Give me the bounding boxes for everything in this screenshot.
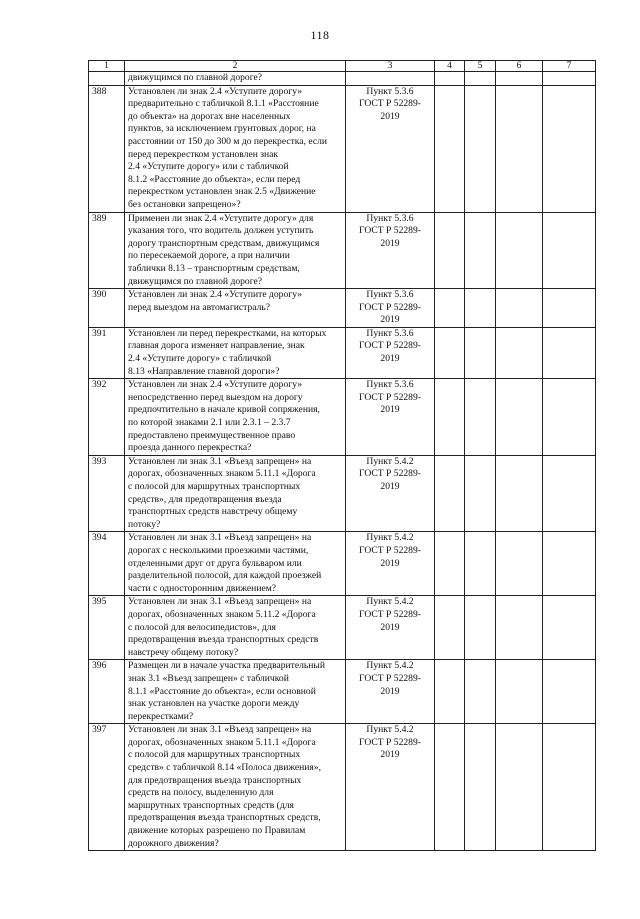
question-line: предпочтительно в начале кривой сопряжения, (128, 404, 320, 416)
question-cell (125, 660, 346, 724)
empty-cell (496, 596, 543, 660)
reference-cell (346, 596, 435, 660)
empty-cell (435, 72, 465, 86)
empty-cell (465, 596, 496, 660)
empty-cell (543, 85, 596, 212)
reference-cell (346, 327, 435, 378)
table-row (89, 596, 596, 660)
question-cell (125, 724, 346, 851)
question-cell (125, 455, 346, 532)
question-line: дорогах, обозначенных знаком 5.11.2 «Дорога (128, 608, 316, 620)
empty-cell (435, 724, 465, 851)
reference-line: Пункт 5.3.6 (366, 212, 414, 224)
empty-cell (465, 660, 496, 724)
question-line: с полосой для маршрутных транспортных (128, 481, 301, 492)
reference-line: 2019 (380, 404, 400, 416)
reference-line: Пункт 5.3.6 (366, 327, 414, 339)
reference-line: 2019 (380, 685, 400, 697)
question-line: части с односторонним движением? (128, 582, 277, 594)
reference-line: ГОСТ Р 52289- (359, 98, 421, 110)
reference-line: Пункт 5.3.6 (366, 85, 414, 97)
question-line: перекрестком установлен знак 2.5 «Движение (128, 186, 316, 198)
empty-cell (543, 455, 596, 532)
question-cell (125, 327, 346, 378)
empty-cell (496, 379, 543, 456)
question-line: по пересекаемой дороге, а при наличии (128, 250, 290, 262)
question-line: Применен ли знак 2.4 «Уступите дорогу» для (128, 212, 314, 224)
table-row (89, 327, 596, 378)
question-line: проезда данного перекрестка? (128, 442, 252, 454)
empty-cell (465, 327, 496, 378)
empty-cell (465, 532, 496, 596)
continuation-num-cell (89, 72, 125, 86)
question-cell (125, 596, 346, 660)
reference-line: ГОСТ Р 52289- (359, 301, 421, 313)
empty-cell (496, 72, 543, 86)
empty-cell (435, 85, 465, 212)
reference-line: Пункт 5.3.6 (366, 289, 414, 301)
reference-line: 2019 (380, 110, 400, 122)
continuation-text: движущимся по главной дороге? (125, 72, 346, 86)
reference-line: 2019 (380, 237, 400, 249)
empty-cell (496, 455, 543, 532)
question-line: главная дорога изменяет направление, знак (128, 340, 305, 352)
reference-line: 2019 (380, 481, 400, 492)
question-line: Установлен ли знак 2.4 «Уступите дорогу» (128, 379, 303, 391)
question-line: Установлен ли знак 3.1 «Въезд запрещен» на (128, 724, 312, 736)
question-cell (125, 379, 346, 456)
empty-cell (435, 289, 465, 328)
reference-cell (346, 379, 435, 456)
reference-line: Пункт 5.4.2 (366, 455, 414, 467)
empty-cell (435, 212, 465, 289)
table-row (89, 455, 596, 532)
empty-cell (465, 724, 496, 851)
table-row (89, 532, 596, 596)
question-line: расстоянии от 150 до 300 м до перекрестка, если (128, 135, 328, 147)
reference-cell (346, 455, 435, 532)
question-line: дорогах с несколькими проезжими частями, (128, 544, 309, 556)
question-line: дорогу транспортным средствам, движущимся (128, 237, 320, 249)
question-line: для предотвращения въезда транспортных (128, 774, 302, 786)
row-number: 392 (89, 379, 125, 456)
reference-cell (346, 289, 435, 328)
empty-cell (496, 289, 543, 328)
page-number: 118 (310, 28, 330, 42)
column-header-1: 1 (89, 61, 125, 72)
checklist-table (88, 60, 596, 851)
reference-line: ГОСТ Р 52289- (359, 468, 421, 480)
reference-line: Пункт 5.4.2 (366, 596, 414, 608)
reference-cell (346, 724, 435, 851)
question-line: потоку? (128, 518, 161, 530)
table-row (89, 212, 596, 289)
empty-cell (435, 455, 465, 532)
empty-cell (465, 72, 496, 86)
empty-cell (465, 85, 496, 212)
empty-cell (543, 596, 596, 660)
question-line: предотвращения въезда транспортных средств (128, 634, 319, 646)
empty-cell (465, 212, 496, 289)
empty-cell (543, 289, 596, 328)
reference-line: Пункт 5.4.2 (366, 532, 414, 544)
table-row (89, 724, 596, 851)
question-line: средств» с табличкой 8.14 «Полоса движения», (128, 762, 321, 774)
row-number: 395 (89, 596, 125, 660)
reference-line: Пункт 5.4.2 (366, 724, 414, 736)
question-line: Установлен ли знак 3.1 «Въезд запрещен» на (128, 455, 312, 467)
column-header-7: 7 (543, 61, 596, 72)
question-line: перед перекрестком установлен знак (128, 148, 279, 160)
empty-cell (465, 289, 496, 328)
reference-line: 2019 (380, 557, 400, 569)
empty-cell (496, 660, 543, 724)
question-cell (125, 85, 346, 212)
row-number: 394 (89, 532, 125, 596)
question-line: таблички 8.13 – транспортным средствам, (128, 262, 300, 274)
question-line: Установлен ли знак 2.4 «Уступите дорогу» (128, 289, 303, 301)
question-line: по которой знаками 2.1 или 2.3.1 – 2.3.7 (128, 417, 291, 429)
question-line: 8.1.2 «Расстояние до объекта», если перед (128, 173, 301, 185)
question-line: знак 3.1 «Въезд запрещен» с табличкой (128, 672, 289, 684)
empty-cell (496, 85, 543, 212)
empty-cell (543, 72, 596, 86)
reference-line: 2019 (380, 353, 400, 365)
reference-line: Пункт 5.3.6 (366, 379, 414, 391)
question-line: с полосой для велосипедистов», для (128, 621, 276, 633)
empty-cell (543, 327, 596, 378)
question-line: отделенными друг от друга бульваром или (128, 557, 302, 569)
row-number: 388 (89, 85, 125, 212)
question-line: движущимся по главной дороге? (128, 275, 263, 287)
empty-cell (465, 455, 496, 532)
question-line: 8.13 «Направление главной дороги»? (128, 365, 280, 377)
question-line: предоставлено преимущественное право (128, 429, 296, 441)
reference-line: ГОСТ Р 52289- (359, 340, 421, 352)
empty-cell (496, 724, 543, 851)
question-line: Размещен ли в начале участка предварительный (128, 660, 325, 672)
question-line: указания того, что водитель должен уступить (128, 225, 314, 237)
question-line: Установлен ли перед перекрестками, на которых (128, 327, 327, 339)
question-line: до объекта» на дорогах вне населенных (128, 110, 291, 122)
empty-cell (435, 532, 465, 596)
question-cell (125, 289, 346, 328)
question-line: дорожного движения? (128, 837, 219, 849)
empty-cell (543, 212, 596, 289)
empty-cell (435, 327, 465, 378)
row-number: 390 (89, 289, 125, 328)
empty-cell (435, 660, 465, 724)
reference-line: ГОСТ Р 52289- (359, 544, 421, 556)
question-line: средств», для предотвращения въезда (128, 493, 282, 505)
question-line: навстречу общему потоку? (128, 646, 239, 658)
row-number: 397 (89, 724, 125, 851)
reference-line: 2019 (380, 621, 400, 633)
question-line: предотвращения въезда транспортных средств, (128, 812, 321, 824)
reference-line: Пункт 5.4.2 (366, 660, 414, 672)
question-line: средств на полосу, выделенную для (128, 787, 274, 799)
reference-cell (346, 212, 435, 289)
table-row (89, 289, 596, 328)
question-line: перекрестками? (128, 710, 194, 722)
empty-cell (496, 327, 543, 378)
reference-line: ГОСТ Р 52289- (359, 391, 421, 403)
row-number: 393 (89, 455, 125, 532)
question-cell (125, 532, 346, 596)
empty-cell (435, 379, 465, 456)
question-line: транспортных средств навстречу общему (128, 506, 298, 518)
table-row (89, 85, 596, 212)
reference-cell (346, 85, 435, 212)
row-number: 389 (89, 212, 125, 289)
header-row (89, 61, 596, 72)
continuation-ref-cell (346, 72, 435, 86)
question-line: знак установлен на участке дороги между (128, 698, 300, 710)
question-line: движение которых разрешено по Правилам (128, 825, 306, 837)
empty-cell (543, 532, 596, 596)
question-line: маршрутных транспортных средств (для (128, 799, 294, 811)
question-line: с полосой для маршрутных транспортных (128, 749, 301, 761)
column-header-4: 4 (435, 61, 465, 72)
question-line: дорогах, обозначенных знаком 5.11.1 «Дорога (128, 468, 316, 480)
empty-cell (435, 596, 465, 660)
question-line: Установлен ли знак 2.4 «Уступите дорогу» (128, 85, 303, 97)
empty-cell (543, 724, 596, 851)
empty-cell (465, 379, 496, 456)
row-number: 396 (89, 660, 125, 724)
table-row (89, 379, 596, 456)
reference-line: ГОСТ Р 52289- (359, 736, 421, 748)
empty-cell (496, 532, 543, 596)
empty-cell (543, 660, 596, 724)
reference-line: ГОСТ Р 52289- (359, 672, 421, 684)
column-header-2: 2 (125, 61, 346, 72)
column-header-5: 5 (465, 61, 496, 72)
reference-line: ГОСТ Р 52289- (359, 225, 421, 237)
reference-line: ГОСТ Р 52289- (359, 608, 421, 620)
question-line: предварительно с табличкой 8.1.1 «Расстояние (128, 98, 319, 110)
empty-cell (543, 379, 596, 456)
question-line: 2.4 «Уступите дорогу» с табличкой (128, 353, 272, 365)
question-line: 8.1.1 «Расстояние до объекта», если основной (128, 685, 316, 697)
column-header-3: 3 (346, 61, 435, 72)
question-cell (125, 212, 346, 289)
question-line: без остановки запрещено»? (128, 198, 241, 210)
reference-cell (346, 532, 435, 596)
reference-line: 2019 (380, 314, 400, 326)
question-line: Установлен ли знак 3.1 «Въезд запрещен» на (128, 532, 312, 544)
column-header-6: 6 (496, 61, 543, 72)
row-number: 391 (89, 327, 125, 378)
question-line: 2.4 «Уступите дорогу» или с табличкой (128, 161, 289, 173)
reference-line: 2019 (380, 749, 400, 761)
empty-cell (496, 212, 543, 289)
question-line: непосредственно перед выездом на дорогу (128, 391, 303, 403)
reference-cell (346, 660, 435, 724)
question-line: разделительной полосой, для каждой проезжей (128, 570, 322, 582)
question-line: дорогах, обозначенных знаком 5.11.1 «Дорога (128, 736, 316, 748)
question-line: перед выездом на автомагистраль? (128, 301, 271, 313)
question-line: пунктов, за исключением грунтовых дорог, на (128, 123, 316, 135)
continuation-row (89, 72, 596, 86)
table-row (89, 660, 596, 724)
question-line: Установлен ли знак 3.1 «Въезд запрещен» на (128, 596, 312, 608)
